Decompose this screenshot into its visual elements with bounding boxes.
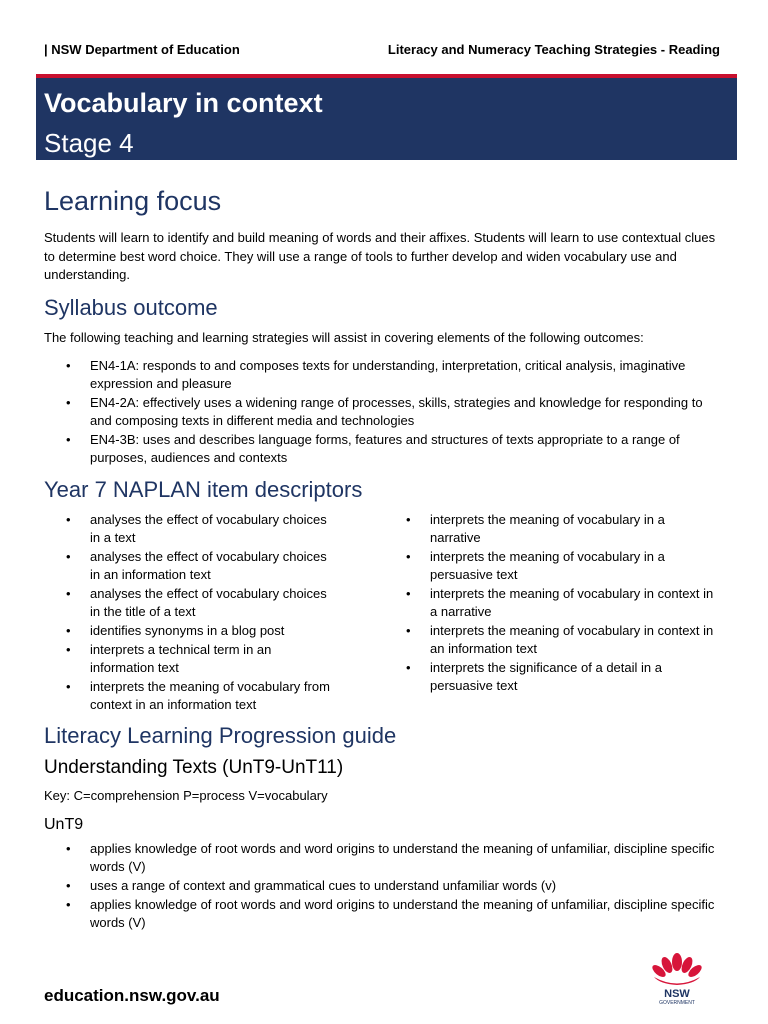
page-stage: Stage 4 <box>44 128 134 158</box>
header-department: | NSW Department of Education <box>44 42 240 57</box>
page-title: Vocabulary in context <box>44 88 323 118</box>
learning-focus-heading: Learning focus <box>44 186 222 216</box>
list-item: • analyses the effect of vocabulary choices in an information text <box>44 548 384 584</box>
footer-url[interactable]: education.nsw.gov.au <box>44 986 220 1005</box>
learning-focus-text: Students will learn to identify and build meaning of words and their affixes. Students will learn to use contextual clues to determine best word choice. They will use a range of tools to further develop and widen vocabulary use and understanding. <box>44 230 716 282</box>
naplan-list-left <box>44 511 384 715</box>
progression-heading: Literacy Learning Progression guide <box>44 723 397 748</box>
naplan-columns <box>44 511 724 715</box>
list-item: • applies knowledge of root words and word origins to understand the meaning of unfamiliar, discipline specific words (V) <box>44 840 724 876</box>
list-item: • analyses the effect of vocabulary choices in the title of a text <box>44 585 384 621</box>
list-item: • EN4-2A: effectively uses a widening range of processes, skills, strategies and knowledge for responding to and composing texts in different media and technologies <box>44 394 724 430</box>
running-header <box>44 42 720 58</box>
list-item: • interprets a technical term in an information text <box>44 641 384 677</box>
progression-key: Key: C=comprehension P=process V=vocabulary <box>44 788 328 803</box>
progression-subheading: Understanding Texts (UnT9-UnT11) <box>44 757 344 778</box>
naplan-heading: Year 7 NAPLAN item descriptors <box>44 477 363 502</box>
syllabus-list <box>44 357 724 467</box>
list-item: • interprets the significance of a detail in a persuasive text <box>384 659 724 695</box>
syllabus-intro: The following teaching and learning strategies will assist in covering elements of the following outcomes: <box>44 329 644 345</box>
nsw-waratah-logo-icon <box>648 950 706 1006</box>
list-item: • interprets the meaning of vocabulary in a narrative <box>384 511 724 547</box>
progression-list <box>44 840 724 932</box>
list-item: • interprets the meaning of vocabulary in context in a narrative <box>384 585 724 621</box>
progression-level: UnT9 <box>44 815 84 833</box>
list-item: • interprets the meaning of vocabulary in context in an information text <box>384 622 724 658</box>
list-item: • uses a range of context and grammatical cues to understand unfamiliar words (v) <box>44 877 724 895</box>
header-document-title: Literacy and Numeracy Teaching Strategies - Reading <box>387 42 720 57</box>
list-item: • analyses the effect of vocabulary choices in a text <box>44 511 384 547</box>
logo-text: NSW <box>664 988 690 1000</box>
syllabus-heading: Syllabus outcome <box>44 294 218 320</box>
title-banner <box>36 74 737 160</box>
logo-subtext: GOVERNMENT <box>659 1000 695 1006</box>
list-item: • applies knowledge of root words and word origins to understand the meaning of unfamiliar, discipline specific words (V) <box>44 896 724 932</box>
main-content <box>44 186 724 942</box>
list-item: • EN4-1A: responds to and composes texts for understanding, interpretation, critical analysis, imaginative expression and pleasure <box>44 357 724 393</box>
list-item: • interprets the meaning of vocabulary in a persuasive text <box>384 548 724 584</box>
list-item: • identifies synonyms in a blog post <box>44 622 384 640</box>
list-item: • EN4-3B: uses and describes language forms, features and structures of texts appropriate to a range of purposes, audiences and contexts <box>44 431 724 467</box>
naplan-list-right <box>384 511 724 715</box>
list-item: • interprets the meaning of vocabulary from context in an information text <box>44 678 384 714</box>
